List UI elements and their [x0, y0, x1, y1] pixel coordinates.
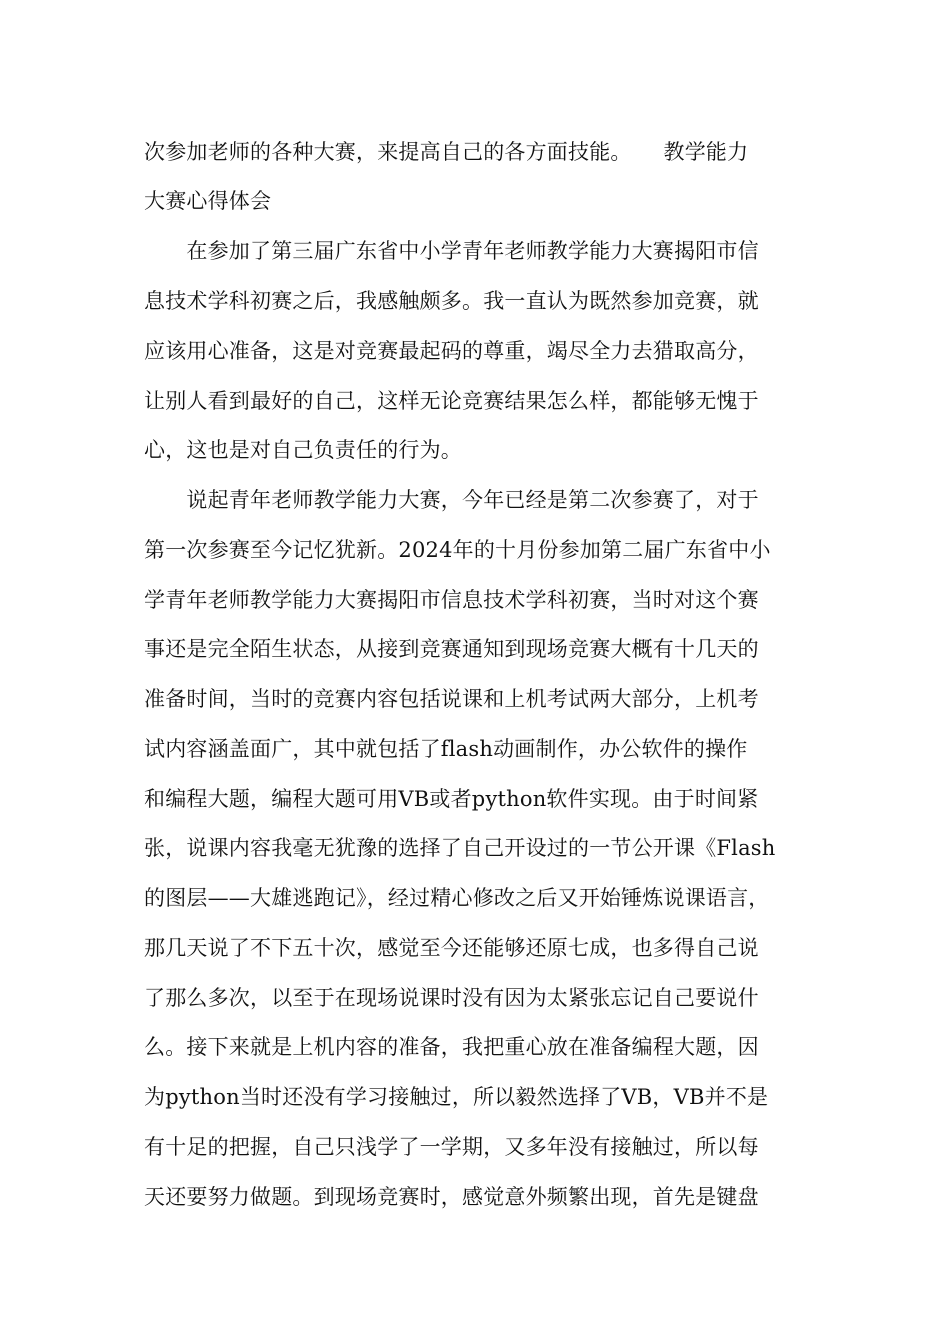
- text-line: 的图层——大雄逃跑记》，经过精心修改之后又开始锤炼说课语言，: [144, 886, 770, 910]
- text-line: 么。接下来就是上机内容的准备，我把重心放在准备编程大题，因: [144, 1035, 759, 1059]
- text-line: 第一次参赛至今记忆犹新。2024年的十月份参加第二届广东省中小: [144, 538, 771, 562]
- text-line: 和编程大题，编程大题可用VB或者python软件实现。由于时间紧: [144, 787, 759, 811]
- text-line: 事还是完全陌生状态，从接到竞赛通知到现场竞赛大概有十几天的: [144, 637, 759, 661]
- text-line: 心，这也是对自己负责任的行为。: [144, 438, 462, 462]
- text-line: 为python当时还没有学习接触过，所以毅然选择了VB，VB并不是: [144, 1085, 769, 1109]
- text-line: 次参加老师的各种大赛，来提高自己的各方面技能。 教学能力: [144, 140, 749, 164]
- text-line: 天还要努力做题。到现场竞赛时，感觉意外频繁出现，首先是键盘: [144, 1185, 759, 1209]
- text-line: 让别人看到最好的自己，这样无论竞赛结果怎么样，都能够无愧于: [144, 389, 759, 413]
- text-line: 有十足的把握，自己只浅学了一学期，又多年没有接触过，所以每: [144, 1135, 759, 1159]
- text-line: 那几天说了不下五十次，感觉至今还能够还原七成，也多得自己说: [144, 936, 759, 960]
- text-line: 准备时间，当时的竞赛内容包括说课和上机考试两大部分，上机考: [144, 687, 759, 711]
- text-line: 大赛心得体会: [144, 189, 272, 213]
- text-line: 了那么多次，以至于在现场说课时没有因为太紧张忘记自己要说什: [144, 986, 759, 1010]
- text-line: 应该用心准备，这是对竞赛最起码的尊重，竭尽全力去猎取高分，: [144, 339, 759, 363]
- text-line: 张，说课内容我毫无犹豫的选择了自己开设过的一节公开课《Flash: [144, 836, 776, 860]
- text-line: 试内容涵盖面广，其中就包括了flash动画制作，办公软件的操作: [144, 737, 748, 761]
- text-line: 息技术学科初赛之后，我感触颇多。我一直认为既然参加竞赛，就: [144, 289, 759, 313]
- text-line: 在参加了第三届广东省中小学青年老师教学能力大赛揭阳市信: [144, 239, 759, 263]
- text-line: 学青年老师教学能力大赛揭阳市信息技术学科初赛，当时对这个赛: [144, 588, 759, 612]
- text-line: 说起青年老师教学能力大赛，今年已经是第二次参赛了，对于: [144, 488, 759, 512]
